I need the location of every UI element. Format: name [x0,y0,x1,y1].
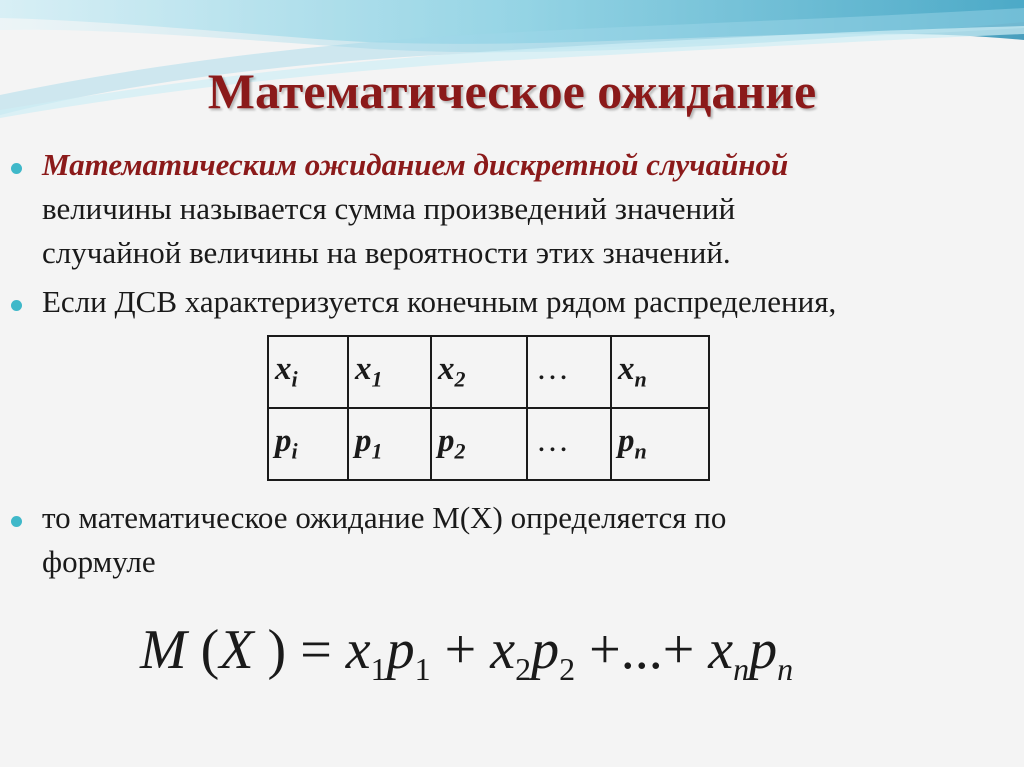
expectation-formula: M (X ) = $x_1p_1 + x_2p_2$ +...+ $x_np_n$ [140,619,794,688]
table-cell: $x_i$ [268,336,348,408]
distribution-table [267,335,710,481]
definition-paragraph [42,143,788,275]
table-cell: $p_1$ [348,408,431,480]
formula-intro-line-1: то математическое ожидание М(Х) определяется по [42,500,727,535]
table-cell: $x_1$ [348,336,431,408]
formula-intro-paragraph [42,496,726,584]
definition-line-3: случайной величины на вероятности этих значений. [42,235,731,270]
table-cell: $x_n$ [611,336,709,408]
table-cell: $p_n$ [611,408,709,480]
table-row [268,336,709,408]
bullet-dot-1 [11,163,22,174]
definition-term: Математическим ожиданием дискретной случайной [42,147,789,182]
bullet-dot-3 [11,516,22,527]
table-cell: … [527,336,611,408]
slide-title: Математическое ожидание [207,63,817,119]
table-cell: $x_2$ [431,336,527,408]
formula-intro-line-2: формуле [42,544,156,579]
table-cell: … [527,408,611,480]
table-cell: $p_2$ [431,408,527,480]
condition-paragraph: Если ДСВ характеризуется конечным рядом распределения, [42,284,837,319]
table-row [268,408,709,480]
table-cell: $p_i$ [268,408,348,480]
bullet-dot-2 [11,300,22,311]
definition-line-2: величины называется сумма произведений значений [42,191,736,226]
